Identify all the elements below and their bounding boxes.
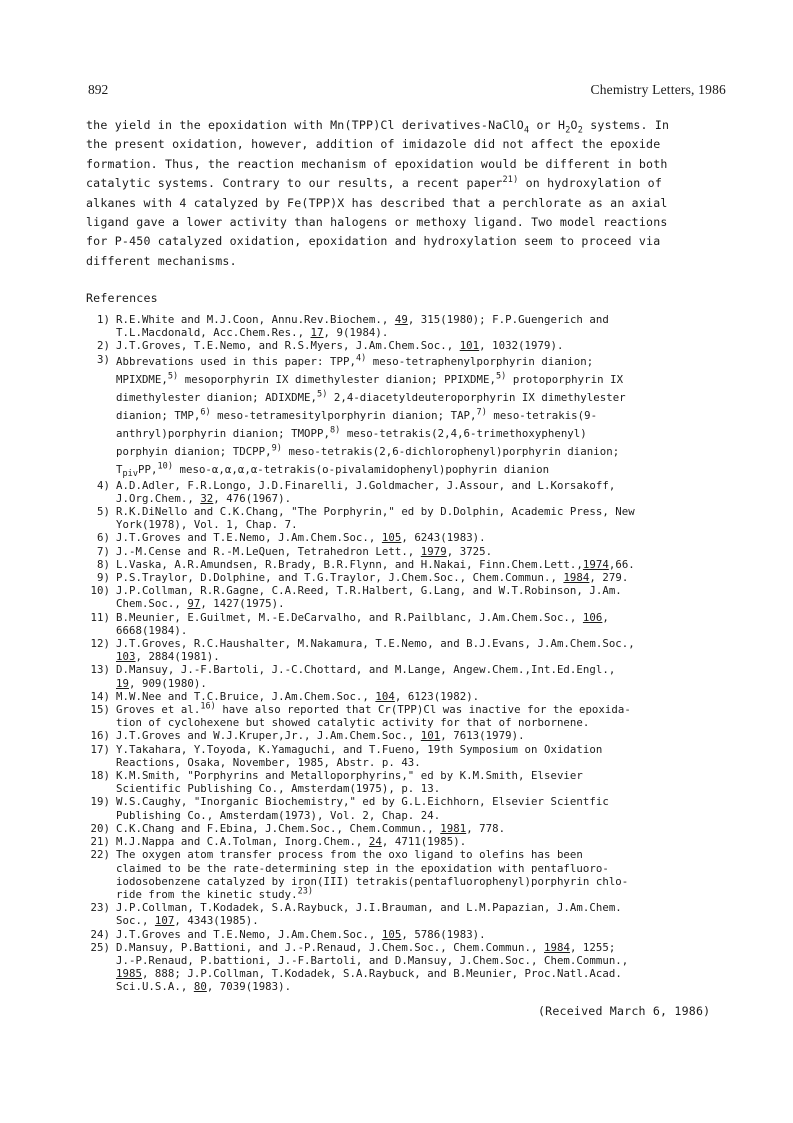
reference-text: K.M.Smith, "Porphyrins and Metalloporphyrins," ed by K.M.Smith, Elsevier Scientific Publishing Co., Amsterdam(1975), p. 13. xyxy=(116,769,583,796)
reference-item xyxy=(86,353,736,479)
reference-text: M.J.Nappa and C.A.Tolman, Inorg.Chem., 24, 4711(1985). xyxy=(116,835,467,849)
reference-item xyxy=(86,690,736,703)
reference-text: R.K.DiNello and C.K.Chang, "The Porphyrin," ed by D.Dolphin, Academic Press, New York(1978), Vol. 1, Chap. 7. xyxy=(116,505,635,532)
reference-number: 21) xyxy=(90,835,110,849)
reference-number: 9) xyxy=(97,571,110,585)
reference-number: 4) xyxy=(97,478,110,492)
reference-number: 15) xyxy=(90,703,110,717)
body-line: ligand gave a lower activity than halogens or methoxy ligand. Two model reactions xyxy=(86,214,668,229)
page-number: 892 xyxy=(88,82,109,97)
reference-item xyxy=(86,663,736,689)
page-header xyxy=(88,82,726,100)
reference-number: 11) xyxy=(90,610,110,624)
references-heading: References xyxy=(86,291,158,305)
reference-text: C.K.Chang and F.Ebina, J.Chem.Soc., Chem.Commun., 1981, 778. xyxy=(116,821,506,835)
reference-text: D.Mansuy, P.Battioni, and J.-P.Renaud, J.Chem.Soc., Chem.Commun., 1984, 1255; J.-P.Renaud, P.battioni, J.-F.Bartoli, and D.Mansuy, J.Chem.Soc., Chem.Commun., 1985, 888; J.P.Collman, T.Kodadek, S.A.Raybuck, and B.Meunier, Proc.Natl.Acad. Sci.U.S.A., 80, 7039(1983). xyxy=(116,940,629,994)
reference-number: 20) xyxy=(90,821,110,835)
reference-text: Groves et al.$^{16)}$ have also reported that Cr(TPP)Cl was inactive for the epoxida- tion of cyclohexene but showed catalytic activity for that of norbornene. xyxy=(116,701,631,730)
reference-item xyxy=(86,795,736,821)
reference-number: 25) xyxy=(90,940,110,954)
reference-text: B.Meunier, E.Guilmet, M.-E.DeCarvalho, and R.Pailblanc, J.Am.Chem.Soc., 106, 6668(1984). xyxy=(116,610,609,637)
body-line: formation. Thus, the reaction mechanism of epoxidation would be different in both xyxy=(86,156,668,171)
reference-item xyxy=(86,584,736,610)
reference-item xyxy=(86,848,736,901)
reference-number: 14) xyxy=(90,689,110,703)
body-line: the yield in the epoxidation with Mn(TPP)Cl derivatives-NaClO$_4$ or $H_2O_2$ systems. In xyxy=(86,118,670,136)
reference-item xyxy=(86,571,736,584)
reference-number: 19) xyxy=(90,795,110,809)
reference-text: J.-M.Cense and R.-M.LeQuen, Tetrahedron Lett., 1979, 3725. xyxy=(116,544,493,558)
reference-item xyxy=(86,531,736,544)
reference-number: 2) xyxy=(97,339,110,353)
reference-text: A.D.Adler, F.R.Longo, J.D.Finarelli, J.Goldmacher, J.Assour, and L.Korsakoff, J.Org.Chem., 32, 476(1967). xyxy=(116,478,616,505)
reference-item xyxy=(86,822,736,835)
reference-text: J.T.Groves, T.E.Nemo, and R.S.Myers, J.Am.Chem.Soc., 101, 1032(1979). xyxy=(116,339,564,353)
reference-number: 18) xyxy=(90,769,110,783)
reference-number: 3) xyxy=(97,352,110,366)
reference-item xyxy=(86,941,736,994)
received-date: (Received March 6, 1986) xyxy=(538,1004,711,1018)
body-line: catalytic systems. Contrary to our results, a recent paper$^{21)}$ on hydroxylation of xyxy=(86,175,663,191)
reference-item xyxy=(86,835,736,848)
reference-item xyxy=(86,339,736,352)
reference-item xyxy=(86,703,736,729)
reference-item xyxy=(86,505,736,531)
reference-number: 1) xyxy=(97,313,110,326)
journal-title: Chemistry Letters, 1986 xyxy=(590,82,726,97)
reference-text: L.Vaska, A.R.Amundsen, R.Brady, B.R.Flynn, and H.Nakai, Finn.Chem.Lett.,1974,66. xyxy=(116,557,635,571)
reference-number: 13) xyxy=(90,663,110,677)
reference-item xyxy=(86,479,736,505)
body-line: different mechanisms. xyxy=(86,253,237,268)
reference-text: M.W.Nee and T.C.Bruice, J.Am.Chem.Soc., 104, 6123(1982). xyxy=(116,689,480,703)
body-paragraph xyxy=(86,116,731,271)
reference-item xyxy=(86,928,736,941)
reference-number: 8) xyxy=(97,557,110,571)
reference-text: R.E.White and M.J.Coon, Annu.Rev.Biochem., 49, 315(1980); F.P.Guengerich and T.L.Macdonald, Acc.Chem.Res., 17, 9(1984). xyxy=(116,313,609,340)
body-line: for P-450 catalyzed oxidation, epoxidation and hydroxylation seem to proceed via xyxy=(86,234,661,249)
reference-item xyxy=(86,637,736,663)
reference-number: 6) xyxy=(97,531,110,545)
reference-text: Y.Takahara, Y.Toyoda, K.Yamaguchi, and T.Fueno, 19th Symposium on Oxidation Reactions, Osaka, November, 1985, Abstr. p. 43. xyxy=(116,742,603,769)
reference-text: J.T.Groves and W.J.Kruper,Jr., J.Am.Chem.Soc., 101, 7613(1979). xyxy=(116,729,525,743)
reference-text: J.T.Groves, R.C.Haushalter, M.Nakamura, T.E.Nemo, and B.J.Evans, J.Am.Chem.Soc., 103, 2884(1981). xyxy=(116,637,635,664)
reference-text: J.T.Groves and T.E.Nemo, J.Am.Chem.Soc., 105, 5786(1983). xyxy=(116,927,486,941)
reference-text: J.P.Collman, R.R.Gagne, C.A.Reed, T.R.Halbert, G.Lang, and W.T.Robinson, J.Am. Chem.Soc., 97, 1427(1975). xyxy=(116,584,622,611)
reference-number: 22) xyxy=(90,848,110,862)
reference-item xyxy=(86,313,736,339)
reference-item xyxy=(86,611,736,637)
reference-number: 12) xyxy=(90,637,110,651)
reference-number: 10) xyxy=(90,584,110,598)
reference-item xyxy=(86,901,736,927)
reference-item xyxy=(86,558,736,571)
reference-item xyxy=(86,729,736,742)
reference-number: 17) xyxy=(90,742,110,756)
reference-text: W.S.Caughy, "Inorganic Biochemistry," ed by G.L.Eichhorn, Elsevier Scientfic Publishing Co., Amsterdam(1973), Vol. 2, Chap. 24. xyxy=(116,795,609,822)
reference-number: 5) xyxy=(97,505,110,519)
body-line: the present oxidation, however, addition of imidazole did not affect the epoxide xyxy=(86,137,661,152)
reference-text: Abbrevations used in this paper: TPP,$^{4)}$ meso-tetraphenylporphyrin dianion; MPIXDME,$^{5)}$ mesoporphyrin IX dimethylester dianion; PPIXDME,$^{5)}$ protoporphyrin IX dimethylester dianion; ADIXDME,$^{5)}$ 2,4-diacetyldeuteroporphyrin IX dimethylester dianion; TMP,$^{6)}$ meso-tetramesitylporphyrin dianion; TAP,$^{7)}$ meso-tetrakis(9- anthryl)porphyrin dianion; TMOPP,$^{8)}$ meso-tetrakis(2,4,6-trimethoxyphenyl) porphyin dianion; TDCPP,$^{9)}$ meso-tetrakis(2,6-dichlorophenyl)porphyrin dianion; $T_{piv}PP,^{10)}$ meso-α,α,α,α-tetrakis(o-pivalamidophenyl)pophyrin dianion xyxy=(116,353,626,479)
reference-number: 7) xyxy=(97,544,110,558)
reference-item xyxy=(86,545,736,558)
reference-item xyxy=(86,769,736,795)
reference-number: 16) xyxy=(90,729,110,743)
reference-text: D.Mansuy, J.-F.Bartoli, J.-C.Chottard, and M.Lange, Angew.Chem.,Int.Ed.Engl., 19, 909(1980). xyxy=(116,663,616,690)
body-line: alkanes with 4 catalyzed by Fe(TPP)X has described that a perchlorate as an axial xyxy=(86,195,668,210)
reference-text: J.P.Collman, T.Kodadek, S.A.Raybuck, J.I.Brauman, and L.M.Papazian, J.Am.Chem. Soc., 107, 4343(1985). xyxy=(116,901,622,928)
reference-text: The oxygen atom transfer process from the oxo ligand to olefins has been claimed to be the rate-determining step in the epoxidation with pentafluoro- iodosobenzene catalyzed by iron(III) tetrakis(pentafluorophenyl)porphyrin chlo- ride from the kinetic study.$^{23)}$ xyxy=(116,848,629,901)
reference-text: J.T.Groves and T.E.Nemo, J.Am.Chem.Soc., 105, 6243(1983). xyxy=(116,531,486,545)
reference-number: 23) xyxy=(90,901,110,915)
references-list xyxy=(86,313,736,994)
reference-number: 24) xyxy=(90,927,110,941)
reference-item xyxy=(86,743,736,769)
reference-text: P.S.Traylor, D.Dolphine, and T.G.Traylor, J.Chem.Soc., Chem.Commun., 1984, 279. xyxy=(116,571,629,585)
